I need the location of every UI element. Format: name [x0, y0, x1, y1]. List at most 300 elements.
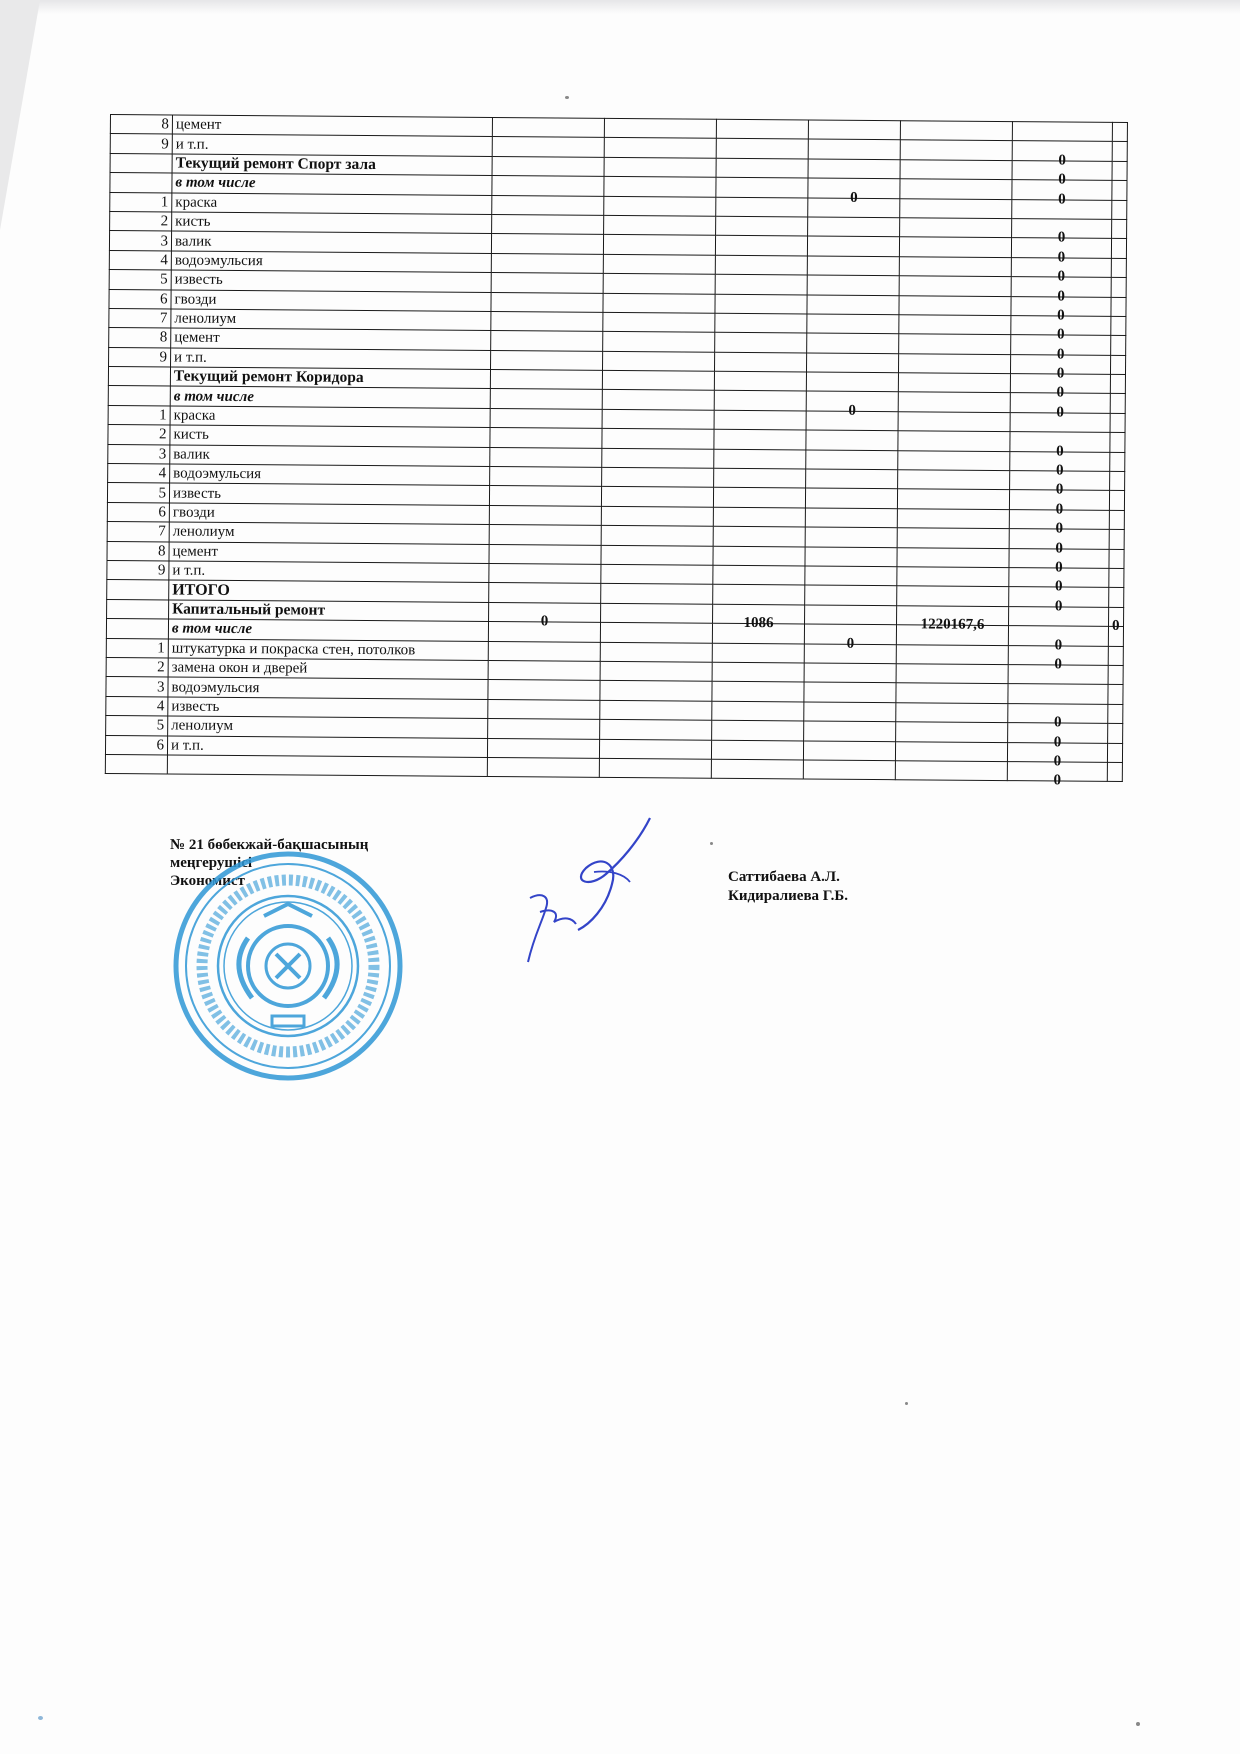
value-cell — [1112, 122, 1127, 142]
value-cell — [808, 139, 900, 159]
value-cell — [713, 488, 805, 508]
value-cell — [1109, 549, 1124, 569]
value-text: 0 — [1056, 384, 1065, 401]
value-cell — [713, 526, 805, 546]
row-name-cell: известь — [171, 270, 491, 292]
value-cell — [1110, 471, 1125, 491]
scan-speck — [710, 842, 713, 845]
row-number-cell: 1 — [106, 638, 168, 658]
row-name-cell: гвозди — [169, 503, 489, 525]
value-cell — [713, 604, 805, 632]
value-cell — [1011, 257, 1111, 285]
value-cell — [1111, 336, 1126, 356]
value-cell — [803, 740, 895, 760]
row-number-cell: 6 — [105, 735, 167, 755]
value-cell — [490, 447, 602, 467]
value-cell — [601, 506, 713, 526]
value-cell — [804, 663, 896, 683]
signer-name-1: Саттибаева А.Л. — [728, 869, 840, 885]
value-cell — [896, 683, 1008, 703]
value-cell — [805, 585, 897, 605]
row-number-cell: 9 — [109, 347, 171, 367]
value-text: 0 — [1057, 249, 1066, 266]
scan-shadow — [0, 0, 1240, 14]
value-cell — [492, 156, 604, 176]
value-cell — [807, 314, 899, 334]
row-name-cell: в том числе — [170, 386, 490, 408]
value-cell — [896, 625, 1008, 645]
value-cell — [1011, 335, 1111, 363]
value-cell — [900, 121, 1012, 141]
row-name-cell: ИТОГО — [169, 580, 489, 602]
value-text: 1220167,6 — [920, 616, 985, 634]
value-cell — [1009, 548, 1109, 576]
value-cell — [804, 721, 896, 741]
value-cell — [603, 293, 715, 313]
row-name-cell: краска — [172, 193, 492, 215]
value-cell — [1111, 258, 1126, 278]
value-cell — [713, 585, 805, 605]
value-cell — [488, 719, 600, 739]
value-cell — [489, 544, 601, 564]
value-cell — [712, 623, 804, 643]
value-cell — [899, 315, 1011, 335]
row-number-cell — [108, 386, 170, 406]
economist-title: Экономист — [170, 873, 245, 889]
value-text: 0 — [1056, 443, 1064, 460]
value-cell — [896, 722, 1008, 742]
value-cell — [1009, 606, 1109, 626]
value-cell — [1108, 627, 1123, 647]
value-cell — [1110, 355, 1125, 375]
value-cell — [896, 702, 1008, 722]
value-cell — [716, 177, 808, 197]
value-cell — [1010, 354, 1110, 382]
value-cell — [601, 526, 713, 546]
value-cell — [900, 179, 1012, 199]
row-number-cell — [108, 367, 170, 387]
row-name-cell: Капитальный ремонт — [169, 600, 489, 622]
value-cell — [601, 487, 713, 507]
value-cell — [488, 680, 600, 700]
value-cell — [711, 740, 803, 760]
value-cell — [1108, 723, 1123, 743]
value-text: 0 — [1055, 578, 1063, 595]
value-text: 0 — [1053, 753, 1062, 770]
value-cell — [492, 195, 604, 215]
row-number-cell: 5 — [106, 716, 168, 736]
value-text: 0 — [1053, 733, 1062, 750]
value-cell — [491, 234, 603, 254]
value-cell — [1012, 122, 1112, 142]
value-cell — [489, 563, 601, 583]
value-cell — [1111, 277, 1126, 297]
value-cell — [1010, 432, 1110, 460]
value-cell — [897, 567, 1009, 587]
row-number-cell: 5 — [109, 270, 171, 290]
value-cell — [808, 178, 900, 206]
value-cell — [1108, 646, 1123, 666]
value-cell — [1109, 491, 1124, 511]
value-cell — [1011, 296, 1111, 324]
value-cell — [1110, 374, 1125, 394]
value-cell — [491, 273, 603, 293]
row-name-cell: цемент — [171, 328, 491, 350]
value-cell — [1112, 200, 1127, 220]
value-cell — [602, 409, 714, 429]
value-text: 1086 — [743, 615, 774, 632]
value-text: 0 — [1055, 520, 1064, 537]
row-number-cell: 3 — [108, 444, 170, 464]
row-name-cell: ленолиум — [168, 716, 488, 738]
row-name-cell: краска — [170, 406, 490, 428]
row-number-cell: 8 — [110, 115, 172, 135]
value-text: 0 — [848, 402, 857, 419]
row-number-cell: 5 — [107, 483, 169, 503]
value-cell — [488, 699, 600, 719]
value-text: 0 — [1056, 346, 1065, 363]
value-cell — [714, 371, 806, 391]
value-cell — [897, 528, 1009, 548]
row-number-cell — [106, 619, 168, 639]
value-cell — [806, 391, 898, 419]
value-cell — [1108, 665, 1123, 685]
value-cell — [490, 467, 602, 487]
scan-speck — [38, 1716, 43, 1720]
scan-speck — [1136, 1722, 1140, 1726]
value-cell — [899, 295, 1011, 315]
value-cell — [804, 644, 896, 664]
value-cell — [895, 741, 1007, 761]
row-name-cell: цемент — [169, 542, 489, 564]
row-number-cell: 2 — [108, 425, 170, 445]
value-cell — [489, 486, 601, 506]
value-cell — [492, 137, 604, 157]
row-number-cell: 4 — [109, 250, 171, 270]
value-cell — [715, 236, 807, 256]
row-number-cell — [110, 153, 172, 173]
value-cell — [1012, 180, 1112, 208]
value-cell — [714, 410, 806, 430]
value-cell — [491, 331, 603, 351]
row-name-cell: и т.п. — [167, 735, 487, 757]
value-cell — [601, 584, 713, 604]
value-cell — [599, 739, 711, 759]
value-cell — [714, 430, 806, 450]
value-cell — [1110, 433, 1125, 453]
row-number-cell: 6 — [107, 502, 169, 522]
value-cell — [807, 333, 899, 353]
value-cell — [1012, 199, 1112, 219]
value-cell — [1008, 665, 1108, 685]
value-text: 0 — [1055, 481, 1064, 498]
value-cell — [898, 392, 1010, 412]
row-name-cell: замена окон и дверей — [168, 658, 488, 680]
value-cell — [805, 508, 897, 528]
value-cell — [600, 661, 712, 681]
value-cell — [713, 507, 805, 527]
value-cell — [599, 758, 711, 778]
value-cell — [1011, 238, 1111, 266]
row-name-cell: ленолиум — [169, 522, 489, 544]
value-cell — [602, 390, 714, 410]
value-cell — [899, 256, 1011, 276]
value-cell — [900, 198, 1012, 218]
value-cell — [900, 140, 1012, 160]
row-name-cell: и т.п. — [169, 561, 489, 583]
value-cell — [804, 682, 896, 702]
value-text: 0 — [1056, 365, 1065, 382]
value-cell — [1112, 142, 1127, 162]
scan-folded-corner — [0, 0, 40, 230]
value-cell — [488, 622, 600, 642]
row-number-cell: 6 — [109, 289, 171, 309]
value-cell — [1008, 703, 1108, 731]
value-cell — [490, 428, 602, 448]
value-cell — [604, 157, 716, 177]
org-line-1: № 21 бөбекжай-бақшасының — [170, 837, 369, 853]
value-cell — [491, 350, 603, 370]
row-number-cell — [110, 173, 172, 193]
value-cell — [604, 138, 716, 158]
value-cell — [489, 583, 601, 603]
row-number-cell: 3 — [109, 231, 171, 251]
value-cell — [897, 605, 1009, 634]
value-cell — [807, 275, 899, 295]
value-cell — [600, 700, 712, 720]
value-cell — [898, 373, 1010, 393]
value-cell — [489, 505, 601, 525]
handwritten-signatures — [520, 812, 690, 972]
value-cell — [603, 274, 715, 294]
value-cell — [1008, 645, 1108, 673]
value-cell — [600, 719, 712, 739]
row-number-cell: 9 — [107, 560, 169, 580]
value-cell — [1011, 315, 1111, 343]
value-cell — [489, 525, 601, 545]
value-cell — [712, 682, 804, 702]
scan-speck — [565, 96, 569, 99]
value-cell — [1012, 219, 1112, 246]
value-text: 0 — [1053, 772, 1062, 789]
value-text: 0 — [1055, 501, 1064, 518]
table-body — [105, 115, 1127, 789]
value-cell — [716, 158, 808, 178]
value-text: 0 — [1055, 462, 1064, 479]
row-name-cell: известь — [168, 697, 488, 719]
value-cell — [1108, 685, 1123, 705]
row-name-cell: цемент — [172, 115, 492, 137]
value-cell — [807, 256, 899, 276]
value-cell — [899, 237, 1011, 257]
value-text: 0 — [1058, 191, 1066, 208]
value-cell — [712, 643, 804, 663]
value-cell — [491, 253, 603, 273]
value-cell — [487, 757, 599, 777]
value-cell — [1111, 316, 1126, 336]
value-text: 0 — [846, 635, 855, 652]
value-cell — [716, 139, 808, 159]
row-number-cell: 1 — [108, 405, 170, 425]
value-cell — [1107, 743, 1122, 763]
row-number-cell: 4 — [106, 696, 168, 716]
value-cell — [1107, 762, 1122, 782]
value-cell — [1110, 413, 1125, 433]
row-number-cell: 7 — [107, 522, 169, 542]
value-cell — [712, 662, 804, 682]
value-cell — [716, 216, 808, 236]
value-cell — [714, 468, 806, 488]
value-text: 0 — [1055, 540, 1063, 557]
value-cell — [1109, 510, 1124, 530]
value-cell — [896, 644, 1008, 664]
row-name-cell: Текущий ремонт Коридора — [170, 367, 490, 389]
value-cell — [490, 389, 602, 409]
row-number-cell: 2 — [110, 211, 172, 231]
value-cell — [898, 412, 1010, 432]
value-text: 0 — [1058, 171, 1066, 188]
value-cell — [1010, 374, 1110, 401]
value-text: 0 — [1111, 618, 1120, 635]
value-cell — [490, 408, 602, 428]
value-cell — [713, 546, 805, 566]
row-number-cell: 8 — [107, 541, 169, 561]
value-cell — [900, 218, 1012, 238]
value-cell — [491, 292, 603, 312]
value-text: 0 — [1057, 307, 1065, 324]
value-cell — [1008, 684, 1108, 704]
value-cell — [602, 429, 714, 449]
value-text: 0 — [1054, 598, 1063, 615]
value-cell — [604, 177, 716, 197]
value-cell — [600, 642, 712, 662]
value-cell — [1009, 509, 1109, 537]
value-cell — [487, 738, 599, 758]
row-name-cell: и т.п. — [172, 134, 492, 156]
value-cell — [602, 370, 714, 390]
value-text: 0 — [1057, 229, 1066, 246]
row-number-cell — [105, 754, 167, 774]
value-cell — [601, 603, 713, 623]
value-cell — [714, 449, 806, 469]
value-cell — [808, 159, 900, 179]
value-cell — [898, 353, 1010, 373]
value-cell — [711, 759, 803, 779]
value-cell — [713, 565, 805, 585]
row-name-cell: гвозди — [171, 290, 491, 312]
value-cell — [808, 198, 900, 218]
value-cell — [1108, 704, 1123, 724]
row-name-cell — [167, 755, 487, 777]
value-cell — [898, 450, 1010, 470]
row-number-cell: 8 — [109, 328, 171, 348]
value-text: 0 — [1055, 559, 1063, 576]
row-name-cell: в том числе — [172, 173, 492, 195]
value-cell — [897, 509, 1009, 529]
value-cell — [714, 352, 806, 372]
value-cell — [806, 372, 898, 392]
row-number-cell: 4 — [108, 464, 170, 484]
value-cell — [715, 274, 807, 294]
row-number-cell: 9 — [110, 134, 172, 154]
row-name-cell: водоэмульсия — [168, 677, 488, 699]
value-cell — [805, 547, 897, 567]
value-cell — [1010, 471, 1110, 498]
value-cell — [1009, 529, 1109, 557]
value-text: 0 — [1057, 287, 1065, 305]
value-cell — [806, 430, 898, 450]
row-number-cell: 7 — [109, 308, 171, 328]
value-cell — [492, 214, 604, 234]
row-name-cell: валик — [171, 231, 491, 253]
value-cell — [1111, 297, 1126, 317]
value-cell — [604, 118, 716, 138]
value-cell — [898, 431, 1010, 451]
value-cell — [1112, 161, 1127, 181]
value-cell — [1007, 742, 1107, 770]
value-cell — [1010, 393, 1110, 421]
value-cell — [896, 664, 1008, 684]
value-cell — [714, 391, 806, 411]
value-cell — [1109, 607, 1124, 635]
value-cell — [1011, 277, 1111, 305]
value-cell — [895, 761, 1007, 781]
value-cell — [806, 411, 898, 431]
row-name-cell: Текущий ремонт Спорт зала — [172, 154, 492, 176]
row-name-cell: ленолиум — [171, 309, 491, 331]
value-cell — [604, 196, 716, 216]
value-cell — [488, 641, 600, 661]
value-cell — [804, 624, 896, 652]
value-cell — [805, 605, 897, 625]
value-cell — [712, 720, 804, 740]
value-cell — [1109, 588, 1124, 608]
value-cell — [1110, 394, 1125, 414]
value-cell — [602, 448, 714, 468]
value-text: 0 — [1058, 152, 1066, 169]
row-number-cell — [107, 580, 169, 600]
value-cell — [1012, 160, 1112, 188]
value-cell — [715, 294, 807, 314]
value-cell — [602, 467, 714, 487]
value-cell — [805, 527, 897, 547]
value-cell — [490, 370, 602, 390]
value-cell — [1112, 219, 1127, 239]
value-text: 0 — [1056, 404, 1064, 421]
value-text: 0 — [1057, 268, 1066, 285]
value-cell — [1007, 761, 1107, 789]
org-line-2: меңгерушісі — [170, 855, 253, 871]
value-cell — [716, 197, 808, 217]
value-cell — [603, 235, 715, 255]
row-name-cell: известь — [169, 483, 489, 505]
value-cell — [900, 159, 1012, 179]
row-name-cell: в том числе — [168, 619, 488, 641]
value-cell — [808, 120, 900, 140]
value-cell — [604, 215, 716, 235]
official-round-stamp — [168, 846, 408, 1086]
value-text: 0 — [1056, 326, 1065, 343]
value-cell — [601, 545, 713, 565]
row-name-cell: кисть — [172, 212, 492, 234]
row-name-cell: водоэмульсия — [170, 464, 490, 486]
row-number-cell: 2 — [106, 657, 168, 677]
row-name-cell: водоэмульсия — [171, 251, 491, 273]
value-cell — [716, 119, 808, 139]
value-text: 0 — [1054, 656, 1063, 673]
value-cell — [1009, 490, 1109, 518]
value-cell — [492, 118, 604, 138]
